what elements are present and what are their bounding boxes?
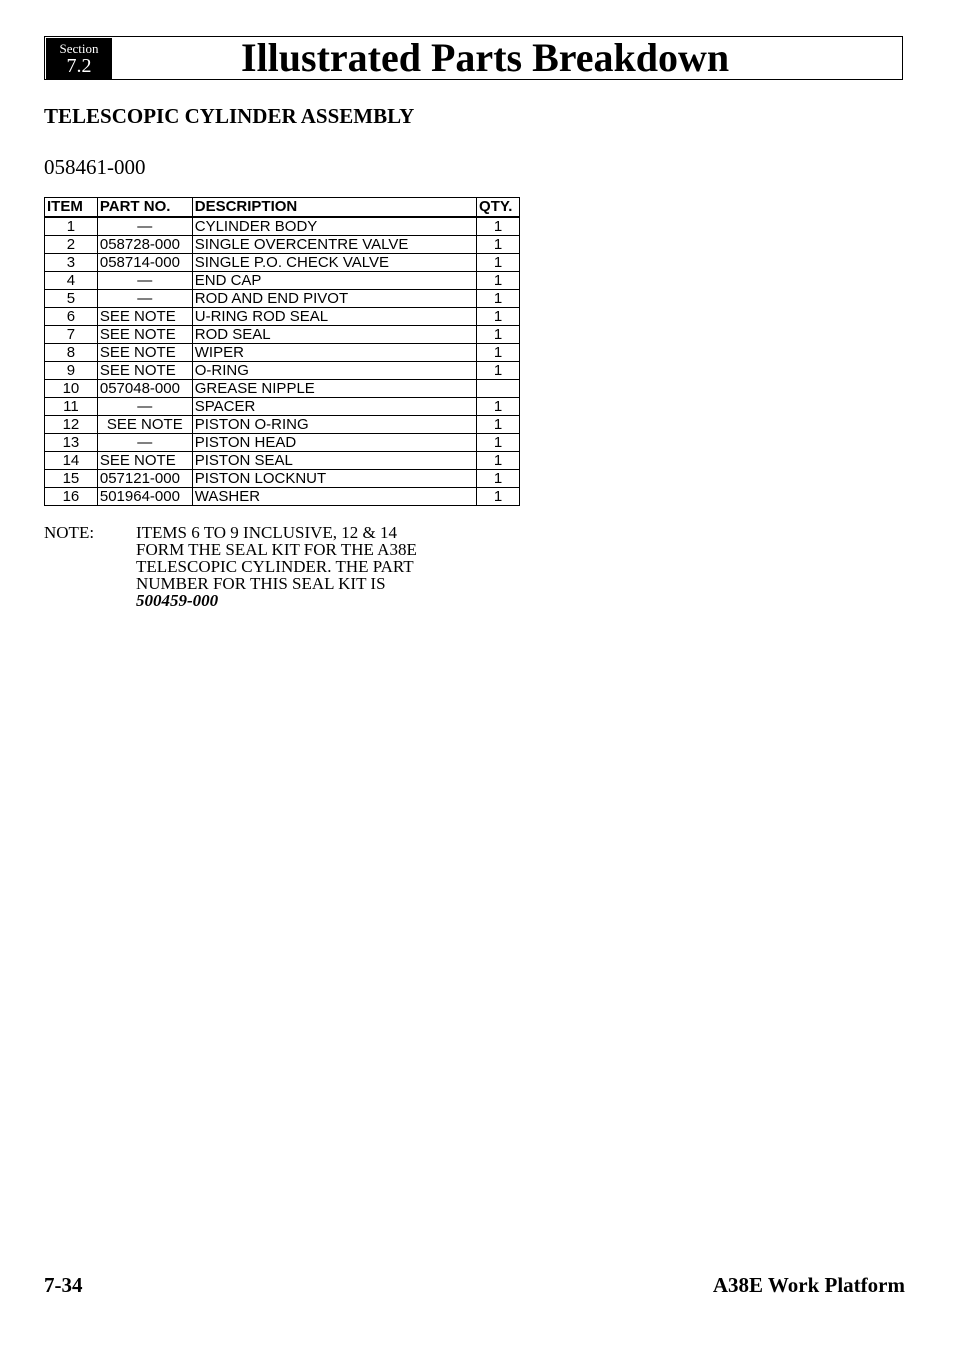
qty-cell: 1: [477, 217, 520, 236]
item-cell: 4: [45, 271, 98, 289]
column-header-part-no: PART NO.: [97, 198, 192, 217]
part-no-cell: —: [97, 433, 192, 451]
table-row: [45, 253, 520, 271]
parts-table-header: [45, 198, 520, 217]
table-row: [45, 235, 520, 253]
table-row: [45, 379, 520, 397]
note-text: [136, 524, 496, 609]
note-line: ITEMS 6 TO 9 INCLUSIVE, 12 & 14: [136, 523, 397, 542]
part-no-cell: SEE NOTE: [97, 361, 192, 379]
note-line: FORM THE SEAL KIT FOR THE A38E: [136, 540, 417, 559]
description-cell: PISTON O-RING: [192, 415, 476, 433]
description-cell: END CAP: [192, 271, 476, 289]
description-cell: ROD SEAL: [192, 325, 476, 343]
qty-cell: 1: [477, 271, 520, 289]
description-cell: PISTON SEAL: [192, 451, 476, 469]
note-line: NUMBER FOR THIS SEAL KIT IS: [136, 574, 386, 593]
part-no-cell: 057048-000: [97, 379, 192, 397]
qty-cell: 1: [477, 307, 520, 325]
item-cell: 3: [45, 253, 98, 271]
item-cell: 15: [45, 469, 98, 487]
part-no-cell: —: [97, 397, 192, 415]
section-badge: [46, 38, 112, 79]
table-row: [45, 289, 520, 307]
item-cell: 13: [45, 433, 98, 451]
part-no-cell: —: [97, 271, 192, 289]
table-row: [45, 451, 520, 469]
parts-table: [44, 197, 520, 506]
part-no-cell: SEE NOTE: [97, 325, 192, 343]
table-row: [45, 415, 520, 433]
qty-cell: 1: [477, 235, 520, 253]
item-cell: 5: [45, 289, 98, 307]
column-header-item: ITEM: [45, 198, 98, 217]
item-cell: 7: [45, 325, 98, 343]
qty-cell: 1: [477, 451, 520, 469]
qty-cell: 1: [477, 487, 520, 505]
part-no-cell: SEE NOTE: [97, 415, 192, 433]
part-no-cell: 501964-000: [97, 487, 192, 505]
item-cell: 11: [45, 397, 98, 415]
part-no-cell: SEE NOTE: [97, 307, 192, 325]
page-header: [44, 36, 903, 80]
qty-cell: 1: [477, 289, 520, 307]
item-cell: 6: [45, 307, 98, 325]
table-row: [45, 433, 520, 451]
section-number: 7.2: [66, 55, 92, 77]
qty-cell: 1: [477, 469, 520, 487]
table-row: [45, 343, 520, 361]
table-row: [45, 469, 520, 487]
part-no-cell: SEE NOTE: [97, 451, 192, 469]
part-no-cell: SEE NOTE: [97, 343, 192, 361]
page-number: 7-34: [44, 1273, 83, 1297]
assembly-part-number: 058461-000: [44, 155, 146, 179]
qty-cell: 1: [477, 325, 520, 343]
item-cell: 1: [45, 217, 98, 236]
part-no-cell: —: [97, 217, 192, 236]
description-cell: SINGLE OVERCENTRE VALVE: [192, 235, 476, 253]
table-row: [45, 325, 520, 343]
qty-cell: 1: [477, 361, 520, 379]
table-row: [45, 271, 520, 289]
note-label: NOTE:: [44, 523, 95, 542]
description-cell: SPACER: [192, 397, 476, 415]
table-row: [45, 217, 520, 236]
item-cell: 10: [45, 379, 98, 397]
section-label: Section: [59, 41, 99, 56]
part-no-cell: 058714-000: [97, 253, 192, 271]
seal-kit-part-number: 500459-000: [136, 591, 219, 610]
item-cell: 16: [45, 487, 98, 505]
description-cell: GREASE NIPPLE: [192, 379, 476, 397]
description-cell: CYLINDER BODY: [192, 217, 476, 236]
description-cell: SINGLE P.O. CHECK VALVE: [192, 253, 476, 271]
table-row: [45, 397, 520, 415]
product-name: A38E Work Platform: [712, 1273, 905, 1297]
description-cell: PISTON HEAD: [192, 433, 476, 451]
assembly-title: TELESCOPIC CYLINDER ASSEMBLY: [44, 104, 415, 128]
part-no-cell: 058728-000: [97, 235, 192, 253]
description-cell: WIPER: [192, 343, 476, 361]
qty-cell: 1: [477, 433, 520, 451]
item-cell: 14: [45, 451, 98, 469]
description-cell: WASHER: [192, 487, 476, 505]
table-row: [45, 487, 520, 505]
page-title: Illustrated Parts Breakdown: [241, 35, 730, 80]
description-cell: U-RING ROD SEAL: [192, 307, 476, 325]
qty-cell: 1: [477, 343, 520, 361]
column-header-qty: QTY.: [477, 198, 520, 217]
description-cell: O-RING: [192, 361, 476, 379]
table-row: [45, 307, 520, 325]
qty-cell: [477, 379, 520, 397]
description-cell: PISTON LOCKNUT: [192, 469, 476, 487]
item-cell: 2: [45, 235, 98, 253]
table-row: [45, 361, 520, 379]
qty-cell: 1: [477, 397, 520, 415]
part-no-cell: —: [97, 289, 192, 307]
item-cell: 9: [45, 361, 98, 379]
part-no-cell: 057121-000: [97, 469, 192, 487]
note-line: TELESCOPIC CYLINDER. THE PART: [136, 557, 414, 576]
qty-cell: 1: [477, 415, 520, 433]
qty-cell: 1: [477, 253, 520, 271]
column-header-description: DESCRIPTION: [192, 198, 476, 217]
item-cell: 8: [45, 343, 98, 361]
description-cell: ROD AND END PIVOT: [192, 289, 476, 307]
item-cell: 12: [45, 415, 98, 433]
